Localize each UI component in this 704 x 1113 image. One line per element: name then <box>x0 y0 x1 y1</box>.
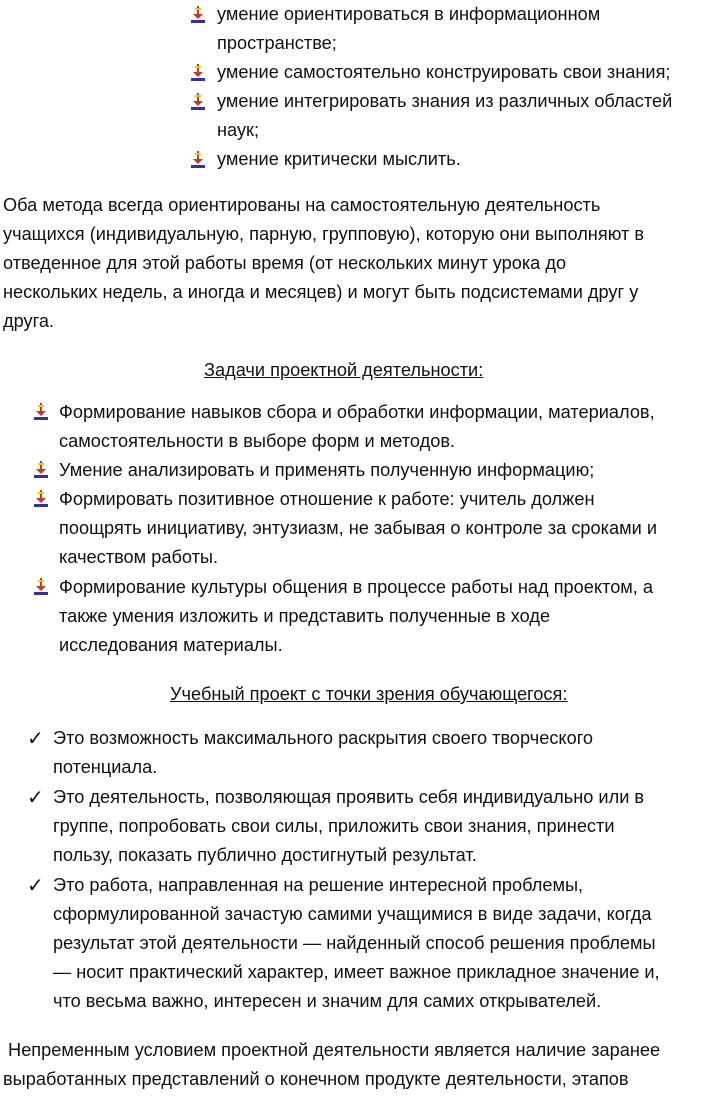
student-item-1-line-2: потенциала. <box>53 757 158 777</box>
top-list-item-1-line-2: пространстве; <box>217 33 337 53</box>
paragraph-line: выработанных представлений о конечном продукте деятельности, этапов <box>3 1069 629 1089</box>
arrow-bullet-icon <box>31 577 51 597</box>
arrow-bullet-icon <box>188 5 208 25</box>
arrow-bullet-icon <box>31 460 51 480</box>
paragraph-line: друга. <box>3 311 55 331</box>
checkmark-icon: ✓ <box>27 785 44 809</box>
arrow-bullet-icon <box>188 63 208 83</box>
section-heading-student-view: Учебный проект с точки зрения обучающегося: <box>170 684 568 704</box>
tasks-item-4-line-2: также умения изложить и представить полученные в ходе <box>59 606 551 626</box>
top-list-item-2-line-1: умение самостоятельно конструировать свои знания; <box>217 62 671 82</box>
student-item-3-line-2: сформулированной зачастую самими учащимися в виде задачи, когда <box>53 904 652 924</box>
student-item-2-line-2: группе, попробовать свои силы, приложить свои знания, принести <box>53 816 615 836</box>
top-list-item-4-line-1: умение критически мыслить. <box>217 149 461 169</box>
tasks-item-4-line-1: Формирование культуры общения в процессе работы над проектом, а <box>59 577 654 597</box>
top-list-item-3-line-2: наук; <box>217 120 260 140</box>
student-item-2-line-1: Это деятельность, позволяющая проявить себя индивидуально или в <box>53 787 645 807</box>
section-heading-tasks: Задачи проектной деятельности: <box>204 360 484 380</box>
tasks-item-3-line-3: качеством работы. <box>59 547 219 567</box>
arrow-bullet-icon <box>31 489 51 509</box>
arrow-bullet-icon <box>188 150 208 170</box>
tasks-item-3-line-2: поощрять инициативу, энтузиазм, не забывая о контроле за сроками и <box>59 518 657 538</box>
checkmark-icon: ✓ <box>27 873 44 897</box>
tasks-item-2-line-1: Умение анализировать и применять полученную информацию; <box>59 460 595 480</box>
paragraph-line: нескольких недель, а иногда и месяцев) и могут быть подсистемами друг у <box>3 282 639 302</box>
student-item-1-line-1: Это возможность максимального раскрытия своего творческого <box>53 728 594 748</box>
paragraph-line: Непременным условием проектной деятельности является наличие заранее <box>3 1040 661 1060</box>
tasks-item-3-line-1: Формировать позитивное отношение к работе: учитель должен <box>59 489 595 509</box>
paragraph-line: Оба метода всегда ориентированы на самостоятельную деятельность <box>3 195 601 215</box>
top-list-item-3-line-1: умение интегрировать знания из различных областей <box>217 91 673 111</box>
paragraph-line: отведенное для этой работы время (от нескольких минут урока до <box>3 253 567 273</box>
arrow-bullet-icon <box>31 402 51 422</box>
tasks-item-1-line-2: самостоятельности в выборе форм и методов. <box>59 431 456 451</box>
top-list-item-1-line-1: умение ориентироваться в информационном <box>217 4 601 24</box>
tasks-item-1-line-1: Формирование навыков сбора и обработки информации, материалов, <box>59 402 655 422</box>
paragraph-line: учащихся (индивидуальную, парную, групповую), которую они выполняют в <box>3 224 644 244</box>
tasks-item-4-line-3: исследования материалы. <box>59 635 283 655</box>
student-item-2-line-3: пользу, показать публично достигнутый результат. <box>53 845 477 865</box>
arrow-bullet-icon <box>188 92 208 112</box>
student-item-3-line-4: — носит практический характер, имеет важное прикладное значение и, <box>53 962 660 982</box>
student-item-3-line-5: что весьма важно, интересен и значим для самих открывателей. <box>53 991 602 1011</box>
checkmark-icon: ✓ <box>27 726 44 750</box>
student-item-3-line-1: Это работа, направленная на решение интересной проблемы, <box>53 875 584 895</box>
student-item-3-line-3: результат этой деятельности — найденный способ решения проблемы <box>53 933 656 953</box>
